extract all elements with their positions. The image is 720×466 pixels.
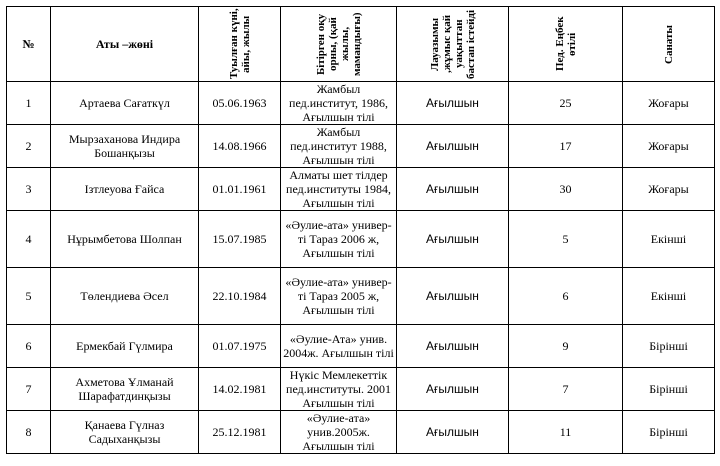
cell-birth: 15.07.1985 (199, 211, 281, 268)
cell-education: «Әулие-ата» универ-ті Тараз 2005 ж, Ағылшын тілі (281, 268, 397, 325)
cell-category: Жоғары (623, 125, 715, 168)
cell-num: 8 (7, 411, 51, 454)
cell-position: Ағылшын (397, 211, 509, 268)
cell-education: «Әулие-ата» унив.2005ж. Ағылшын тілі (281, 411, 397, 454)
cell-position: Ағылшын (397, 268, 509, 325)
cell-birth: 05.06.1963 (199, 82, 281, 125)
cell-experience: 9 (509, 325, 623, 368)
cell-birth: 01.01.1961 (199, 168, 281, 211)
cell-experience: 6 (509, 268, 623, 325)
cell-num: 7 (7, 368, 51, 411)
cell-experience: 17 (509, 125, 623, 168)
cell-name: Ізтлеуова Ғайса (51, 168, 199, 211)
cell-num: 3 (7, 168, 51, 211)
staff-document (6, 6, 715, 454)
cell-name: Ахметова Ұлманай Шарафатдинқызы (51, 368, 199, 411)
cell-num: 1 (7, 82, 51, 125)
table-row (7, 325, 715, 368)
cell-category: Бірінші (623, 411, 715, 454)
cell-education: Жамбыл пед.институт 1988, Ағылшын тілі (281, 125, 397, 168)
header-birth: Туылған күні, айы, жылы (199, 7, 281, 82)
cell-name: Артаева Сағаткүл (51, 82, 199, 125)
cell-birth: 25.12.1981 (199, 411, 281, 454)
cell-position: Ағылшын (397, 368, 509, 411)
cell-category: Бірінші (623, 325, 715, 368)
cell-position: Ағылшын (397, 411, 509, 454)
cell-position: Ағылшын (397, 125, 509, 168)
table-row (7, 411, 715, 454)
table-header (7, 7, 715, 82)
cell-num: 4 (7, 211, 51, 268)
header-position: Лауазымы ,жұмыс қай уақыттан бастап істейді (397, 7, 509, 82)
cell-experience: 5 (509, 211, 623, 268)
table-row (7, 268, 715, 325)
cell-name: Мырзаханова Индира Бошанқызы (51, 125, 199, 168)
cell-birth: 01.07.1975 (199, 325, 281, 368)
cell-name: Төлендиева Әсел (51, 268, 199, 325)
cell-experience: 25 (509, 82, 623, 125)
table-row (7, 211, 715, 268)
cell-num: 5 (7, 268, 51, 325)
cell-birth: 14.02.1981 (199, 368, 281, 411)
header-experience: Пед. Еңбек өтілі (509, 7, 623, 82)
cell-education: Алматы шет тілдер пед.институты 1984, Ағылшын тілі (281, 168, 397, 211)
cell-position: Ағылшын (397, 168, 509, 211)
staff-table (6, 6, 715, 454)
header-category: Санаты (623, 7, 715, 82)
cell-birth: 22.10.1984 (199, 268, 281, 325)
cell-num: 6 (7, 325, 51, 368)
cell-category: Екінші (623, 268, 715, 325)
cell-category: Жоғары (623, 168, 715, 211)
cell-experience: 7 (509, 368, 623, 411)
cell-education: Жамбыл пед.институт, 1986, Ағылшын тілі (281, 82, 397, 125)
cell-category: Бірінші (623, 368, 715, 411)
cell-num: 2 (7, 125, 51, 168)
table-row (7, 168, 715, 211)
cell-category: Жоғары (623, 82, 715, 125)
cell-position: Ағылшын (397, 325, 509, 368)
table-row (7, 82, 715, 125)
header-name: Аты –жөні (51, 7, 199, 82)
cell-education: Нүкіс Мемлекеттік пед.институты. 2001 Ағылшын тілі (281, 368, 397, 411)
cell-name: Нұрымбетова Шолпан (51, 211, 199, 268)
table-row (7, 125, 715, 168)
cell-experience: 30 (509, 168, 623, 211)
table-row (7, 368, 715, 411)
cell-name: Ермекбай Гүлмира (51, 325, 199, 368)
cell-position: Ағылшын (397, 82, 509, 125)
cell-birth: 14.08.1966 (199, 125, 281, 168)
cell-experience: 11 (509, 411, 623, 454)
header-education: Бітірген оқу орны, (қай жылы, мамандығы) (281, 7, 397, 82)
header-num: № (7, 7, 51, 82)
cell-education: «Әулие-Ата» унив. 2004ж. Ағылшын тілі (281, 325, 397, 368)
table-body (7, 82, 715, 454)
cell-education: «Әулие-ата» универ-ті Тараз 2006 ж, Ағылшын тілі (281, 211, 397, 268)
cell-name: Қанаева Гүлназ Садыханқызы (51, 411, 199, 454)
cell-category: Екінші (623, 211, 715, 268)
